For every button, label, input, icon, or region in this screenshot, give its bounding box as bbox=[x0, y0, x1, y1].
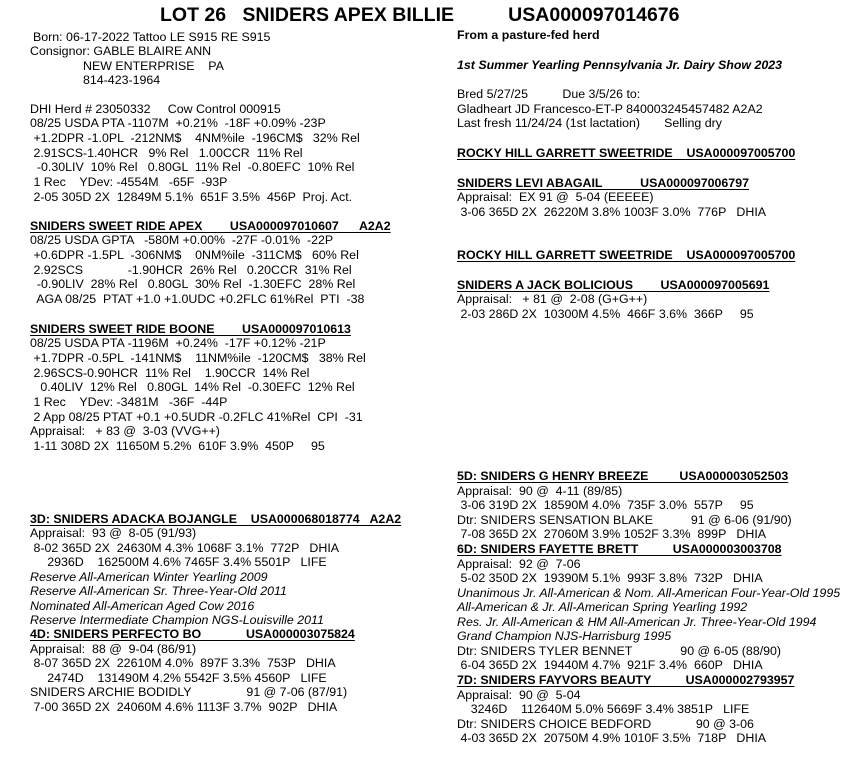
sire-line: -0.90LIV 28% Rel 0.80GL 30% Rel -1.30EFC 28% Rel bbox=[30, 277, 356, 291]
consignor-city: NEW ENTERPRISE PA bbox=[83, 59, 224, 73]
genetics-line: 1 Rec YDev: -4554M -65F -93P bbox=[30, 175, 228, 189]
dam-7d-dtr: Dtr: SNIDERS CHOICE BEDFORD 90 @ 3-06 bbox=[457, 717, 754, 731]
dam-sire-heading: ROCKY HILL GARRETT SWEETRIDE USA000097005700 bbox=[457, 146, 796, 160]
genetics-line: 2.91SCS-1.40HCR 9% Rel 1.00CCR 11% Rel bbox=[30, 146, 303, 160]
dam-5d-line: 3-06 319D 2X 18590M 4.0% 735F 3.0% 557P 95 bbox=[457, 498, 754, 512]
dam-4d-line: 7-00 365D 2X 24060M 4.6% 1113F 3.7% 902P DHIA bbox=[30, 700, 338, 714]
dam-5d-line: Appraisal: 90 @ 4-11 (89/85) bbox=[457, 484, 623, 498]
lot-title: LOT 26 SNIDERS APEX BILLIE USA000097014676 bbox=[160, 4, 680, 26]
bred-line: Bred 5/27/25 Due 3/5/26 to: bbox=[457, 87, 641, 101]
dam-line: Appraisal: EX 91 @ 5-04 (EEEEE) bbox=[457, 190, 654, 204]
dam-7d-line: 3246D 112640M 5.0% 5669F 3.4% 3851P LIFE bbox=[457, 702, 750, 716]
dam-6d-honor: Unanimous Jr. All-American & Nom. All-American Four-Year-Old 1995 bbox=[457, 586, 841, 600]
show-note: 1st Summer Yearling Pennsylvania Jr. Dairy Show 2023 bbox=[457, 58, 783, 72]
dam-4d-dtr: SNIDERS ARCHIE BODIDLY 91 @ 7-06 (87/91) bbox=[30, 685, 348, 699]
dam-3d-line: Appraisal: 93 @ 8-05 (91/93) bbox=[30, 526, 197, 540]
sire-of-sire-line: 2.96SCS-0.90HCR 11% Rel 1.90CCR 14% Rel bbox=[30, 366, 310, 380]
genetics-line: 2-05 305D 2X 12849M 5.1% 651F 3.5% 456P Proj. Act. bbox=[30, 190, 353, 204]
consignor-phone: 814-423-1964 bbox=[83, 73, 161, 87]
dam-2d-line: 2-03 286D 2X 10300M 4.5% 466F 3.6% 366P 95 bbox=[457, 307, 754, 321]
sire-of-sire-line: 0.40LIV 12% Rel 0.80GL 14% Rel -0.30EFC 12% Rel bbox=[30, 380, 355, 394]
dam-6d-dtr: Dtr: SNIDERS TYLER BENNET 90 @ 6-05 (88/90) bbox=[457, 644, 782, 658]
dam-6d-honor: All-American & Jr. All-American Spring Yearling 1992 bbox=[457, 600, 748, 614]
dam-line: 3-06 365D 2X 26220M 3.8% 1003F 3.0% 776P DHIA bbox=[457, 205, 767, 219]
dam-4d-line: Appraisal: 88 @ 9-04 (86/91) bbox=[30, 642, 197, 656]
dam-6d-line: 6-04 365D 2X 19440M 4.7% 921F 3.4% 660P DHIA bbox=[457, 658, 763, 672]
dam-3d-heading: 3D: SNIDERS ADACKA BOJANGLE USA000068018774 A2A2 bbox=[30, 512, 402, 526]
dam-6d-line: 5-02 350D 2X 19390M 5.1% 993F 3.8% 732P DHIA bbox=[457, 571, 763, 585]
sire-line: AGA 08/25 PTAT +1.0 +1.0UDC +0.2FLC 61%Rel PTI -38 bbox=[30, 292, 365, 306]
dhi-herd-line: DHI Herd # 23050332 Cow Control 000915 bbox=[30, 102, 281, 116]
genetics-line: 08/25 USDA PTA -1107M +0.21% -18F +0.09% -23P bbox=[30, 116, 326, 130]
genetics-line: +1.2DPR -1.0PL -212NM$ 4NM%ile -196CM$ 32% Rel bbox=[30, 131, 360, 145]
sire-of-sire-line: 08/25 USDA PTA -1196M +0.24% -17F +0.12% -21P bbox=[30, 336, 326, 350]
dam-5d-dtr: Dtr: SNIDERS SENSATION BLAKE 91 @ 6-06 (91/90) bbox=[457, 513, 792, 527]
sire-of-sire-heading: SNIDERS SWEET RIDE BOONE USA000097010613 bbox=[30, 322, 351, 336]
dam-4d-heading: 4D: SNIDERS PERFECTO BO USA000003075824 bbox=[30, 627, 355, 641]
dam-4d-line: 2474D 131490M 4.2% 5542F 3.5% 4560P LIFE bbox=[30, 671, 327, 685]
dam-3d-honor: Reserve All-American Sr. Three-Year-Old 2011 bbox=[30, 584, 287, 598]
sire-line: 08/25 USDA GPTA -580M +0.00% -27F -0.01% -22P bbox=[30, 233, 334, 247]
dam-7d-line: Appraisal: 90 @ 5-04 bbox=[457, 688, 581, 702]
dam-4d-line: 8-07 365D 2X 22610M 4.0% 897F 3.3% 753P DHIA bbox=[30, 656, 336, 670]
dam-6d-heading: 6D: SNIDERS FAYETTE BRETT USA000003003708 bbox=[457, 542, 782, 556]
dam-3d-line: 8-02 365D 2X 24630M 4.3% 1068F 3.1% 772P DHIA bbox=[30, 541, 340, 555]
dam-5d-line: 7-08 365D 2X 27060M 3.9% 1052F 3.3% 899P DHIA bbox=[457, 527, 767, 541]
sire-of-sire-line: 1-11 308D 2X 11650M 5.2% 610F 3.9% 450P 95 bbox=[30, 439, 325, 453]
dam-7d-line: 4-03 365D 2X 20750M 4.9% 1010F 3.5% 718P DHIA bbox=[457, 731, 767, 745]
dam-6d-line: Appraisal: 92 @ 7-06 bbox=[457, 557, 581, 571]
sire-of-sire-line: 2 App 08/25 PTAT +0.1 +0.5UDR -0.2FLC 41%Rel CPI -31 bbox=[30, 410, 363, 424]
genetics-line: -0.30LIV 10% Rel 0.80GL 11% Rel -0.80EFC 10% Rel bbox=[30, 160, 355, 174]
dam-7d-heading: 7D: SNIDERS FAYVORS BEAUTY USA000002793957 bbox=[457, 673, 795, 687]
service-sire-line: Gladheart JD Francesco-ET-P 840003245457482 A2A2 bbox=[457, 102, 763, 116]
sire-of-sire-line: +1.7DPR -0.5PL -141NM$ 11NM%ile -120CM$ 38% Rel bbox=[30, 351, 366, 365]
sire-of-sire-appraisal: Appraisal: + 83 @ 3-03 (VVG++) bbox=[30, 424, 220, 438]
sire-heading: SNIDERS SWEET RIDE APEX USA000097010607 A2A2 bbox=[30, 219, 391, 233]
fresh-line: Last fresh 11/24/24 (1st lactation) Selling dry bbox=[457, 116, 722, 130]
dam-3d-line: 2936D 162500M 4.6% 7465F 3.4% 5501P LIFE bbox=[30, 555, 327, 569]
dam-3d-honor: Reserve Intermediate Champion NGS-Louisville 2011 bbox=[30, 613, 324, 627]
sire-line: 2.92SCS -1.90HCR 26% Rel 0.20CCR 31% Rel bbox=[30, 263, 352, 277]
dam-2d-heading: SNIDERS A JACK BOLICIOUS USA000097005691 bbox=[457, 278, 770, 292]
dam-2d-line: Appraisal: + 81 @ 2-08 (G+G++) bbox=[457, 292, 648, 306]
dam-heading: SNIDERS LEVI ABAGAIL USA000097006797 bbox=[457, 176, 749, 190]
dam-6d-honor: Grand Champion NJS-Harrisburg 1995 bbox=[457, 629, 672, 643]
dam-3d-honor: Nominated All-American Aged Cow 2016 bbox=[30, 599, 255, 613]
dam-5d-heading: 5D: SNIDERS G HENRY BREEZE USA000003052503 bbox=[457, 469, 789, 483]
granddam-sire-heading: ROCKY HILL GARRETT SWEETRIDE USA000097005700 bbox=[457, 248, 796, 262]
dam-6d-honor: Res. Jr. All-American & HM All-American Jr. Three-Year-Old 1994 bbox=[457, 615, 817, 629]
sire-of-sire-line: 1 Rec YDev: -3481M -36F -44P bbox=[30, 395, 228, 409]
pasture-note: From a pasture-fed herd bbox=[457, 28, 600, 42]
dam-3d-honor: Reserve All-American Winter Yearling 2009 bbox=[30, 570, 268, 584]
sire-line: +0.6DPR -1.5PL -306NM$ 0NM%ile -311CM$ 60% Rel bbox=[30, 248, 359, 262]
consignor-line: Consignor: GABLE BLAIRE ANN bbox=[30, 44, 212, 58]
born-line: Born: 06-17-2022 Tattoo LE S915 RE S915 bbox=[33, 30, 271, 44]
